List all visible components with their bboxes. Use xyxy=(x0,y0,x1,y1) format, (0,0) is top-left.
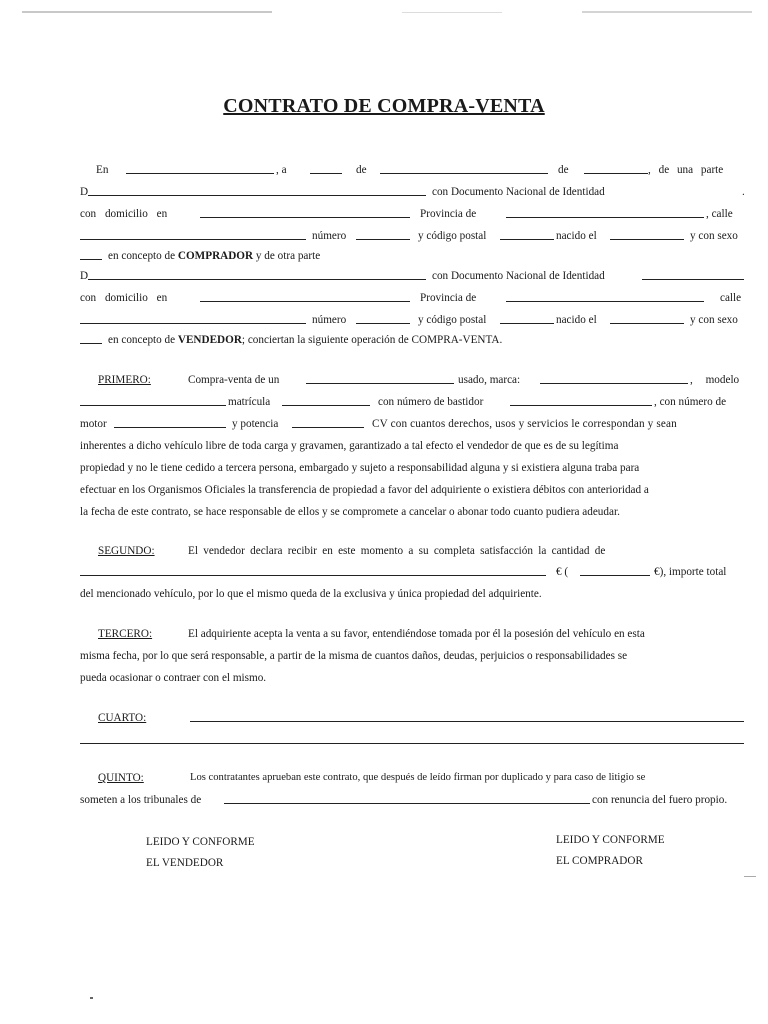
year-field[interactable] xyxy=(584,162,648,174)
primero-l5: propiedad y no le tiene cedido a tercera persona, embargado y sujeto a responsabilidad alguna y si existiera alguna traba para xyxy=(80,462,640,474)
buyer-concepto-line: en concepto de COMPRADOR y de otra parte xyxy=(108,250,321,262)
buyer-sex-field[interactable] xyxy=(80,248,102,260)
seller-address-field[interactable] xyxy=(200,290,410,302)
primero-l1a: Compra-venta de un xyxy=(188,374,280,386)
scan-mark xyxy=(744,876,756,877)
seller-dni-label: con Documento Nacional de Identidad xyxy=(432,270,605,282)
amount-words-field[interactable] xyxy=(80,564,546,576)
primero-l1b: usado, marca: xyxy=(458,374,521,386)
primero-l1c: , modelo xyxy=(690,374,740,386)
buyer-signature-label-1: LEIDO Y CONFORME xyxy=(556,834,665,846)
buyer-street-field[interactable] xyxy=(80,228,306,240)
seller-province-field[interactable] xyxy=(506,290,704,302)
engine-field[interactable] xyxy=(114,416,226,428)
seller-provincia-label: Provincia de xyxy=(420,292,477,304)
primero-l2c: , con número de xyxy=(654,396,727,408)
power-field[interactable] xyxy=(292,416,364,428)
buyer-dni-dot: . xyxy=(742,186,745,198)
buyer-name-field[interactable] xyxy=(88,184,426,196)
primero-l3b: y potencia xyxy=(232,418,279,430)
chassis-field[interactable] xyxy=(510,394,652,406)
intro-de-2: de xyxy=(558,164,569,176)
quinto-l1: Los contratantes aprueban este contrato, que después de leído firman por duplicado y para caso de litigio se xyxy=(190,772,646,783)
buyer-province-field[interactable] xyxy=(506,206,704,218)
buyer-number-field[interactable] xyxy=(356,228,410,240)
document-title: CONTRATO DE COMPRA-VENTA xyxy=(223,95,545,117)
cuarto-field-2[interactable] xyxy=(80,732,744,744)
seller-signature-label-2: EL VENDEDOR xyxy=(146,857,224,869)
seller-birthdate-field[interactable] xyxy=(610,312,684,324)
segundo-euro2: €), importe total xyxy=(654,566,727,578)
quinto-l2b: con renuncia del fuero propio. xyxy=(592,794,728,806)
segundo-l1: El vendedor declara recibir en este momento a su completa satisfacción la cantidad de xyxy=(188,545,606,557)
seller-dni-field[interactable] xyxy=(642,268,744,280)
buyer-cp-label: y código postal xyxy=(418,230,487,242)
seller-number-field[interactable] xyxy=(356,312,410,324)
intro-de-una-parte: , de una parte xyxy=(648,164,724,176)
seller-street-field[interactable] xyxy=(80,312,306,324)
segundo-euro1: € ( xyxy=(556,566,569,578)
primero-l7: la fecha de este contrato, se hace responsable de ellos y se compromete a cancelar o abonar todo cuanto pudiera adeudar. xyxy=(80,506,620,518)
tercero-l2: misma fecha, por lo que será responsable, a partir de la misma de cuantos daños, deudas, perjuicios o responsabilidades se xyxy=(80,650,628,662)
cuarto-heading: CUARTO: xyxy=(98,712,147,724)
buyer-sexo-label: y con sexo xyxy=(690,230,738,242)
primero-l2a: matrícula xyxy=(228,396,271,408)
intro-de: de xyxy=(356,164,367,176)
buyer-birthdate-field[interactable] xyxy=(610,228,684,240)
tercero-heading: TERCERO: xyxy=(98,628,153,640)
court-field[interactable] xyxy=(224,792,590,804)
plate-field[interactable] xyxy=(282,394,370,406)
day-field[interactable] xyxy=(310,162,342,174)
seller-cp-field[interactable] xyxy=(500,312,554,324)
seller-nacido-label: nacido el xyxy=(556,314,597,326)
seller-signature-label-1: LEIDO Y CONFORME xyxy=(146,836,255,848)
tercero-l1: El adquiriente acepta la venta a su favor, entendiéndose tomada por él la posesión del vehículo en esta xyxy=(188,628,645,640)
buyer-nacido-label: nacido el xyxy=(556,230,597,242)
buyer-cp-field[interactable] xyxy=(500,228,554,240)
brand-field[interactable] xyxy=(540,372,688,384)
quinto-heading: QUINTO: xyxy=(98,772,144,784)
seller-calle-label: calle xyxy=(720,292,742,304)
seller-numero-label: número xyxy=(312,314,347,326)
seller-sex-field[interactable] xyxy=(80,332,102,344)
buyer-provincia-label: Provincia de xyxy=(420,208,477,220)
vehicle-type-field[interactable] xyxy=(306,372,454,384)
intro-a: , a xyxy=(276,164,287,176)
seller-concepto-line: en concepto de VENDEDOR; conciertan la siguiente operación de COMPRA-VENTA. xyxy=(108,334,503,346)
buyer-signature-label-2: EL COMPRADOR xyxy=(556,855,643,867)
buyer-d-label: D xyxy=(80,186,89,198)
primero-l2b: con número de bastidor xyxy=(378,396,484,408)
amount-number-field[interactable] xyxy=(580,564,650,576)
seller-domicilio-label: con domicilio en xyxy=(80,292,168,304)
buyer-dni-label: con Documento Nacional de Identidad xyxy=(432,186,605,198)
primero-heading: PRIMERO: xyxy=(98,374,151,386)
seller-cp-label: y código postal xyxy=(418,314,487,326)
scan-artifact xyxy=(22,11,762,14)
primero-l4: inherentes a dicho vehículo libre de toda carga y gravamen, garantizado a tal efecto el vendedor de que es de su legítima xyxy=(80,440,619,452)
model-field[interactable] xyxy=(80,394,226,406)
quinto-l2a: someten a los tribunales de xyxy=(80,794,202,806)
month-field[interactable] xyxy=(380,162,548,174)
buyer-calle-label: , calle xyxy=(706,208,733,220)
segundo-l3: del mencionado vehículo, por lo que el mismo queda de la exclusiva y única propiedad del adquiriente. xyxy=(80,588,542,600)
cuarto-field-1[interactable] xyxy=(190,710,744,722)
city-field[interactable] xyxy=(126,162,274,174)
primero-l3c: CV con cuantos derechos, usos y servicios le correspondan y sean xyxy=(372,418,677,430)
buyer-domicilio-label: con domicilio en xyxy=(80,208,168,220)
seller-sexo-label: y con sexo xyxy=(690,314,738,326)
buyer-numero-label: número xyxy=(312,230,347,242)
tercero-l3: pueda ocasionar o contraer con el mismo. xyxy=(80,672,267,684)
intro-en: En xyxy=(96,164,109,176)
seller-name-field[interactable] xyxy=(88,268,426,280)
buyer-address-field[interactable] xyxy=(200,206,410,218)
primero-l3a: motor xyxy=(80,418,107,430)
seller-d-label: D xyxy=(80,270,89,282)
segundo-heading: SEGUNDO: xyxy=(98,545,155,557)
scan-dot xyxy=(90,997,93,999)
primero-l6: efectuar en los Organismos Oficiales la transferencia de propiedad a favor del adquiriente o existiera débitos con anterioridad a xyxy=(80,484,649,496)
